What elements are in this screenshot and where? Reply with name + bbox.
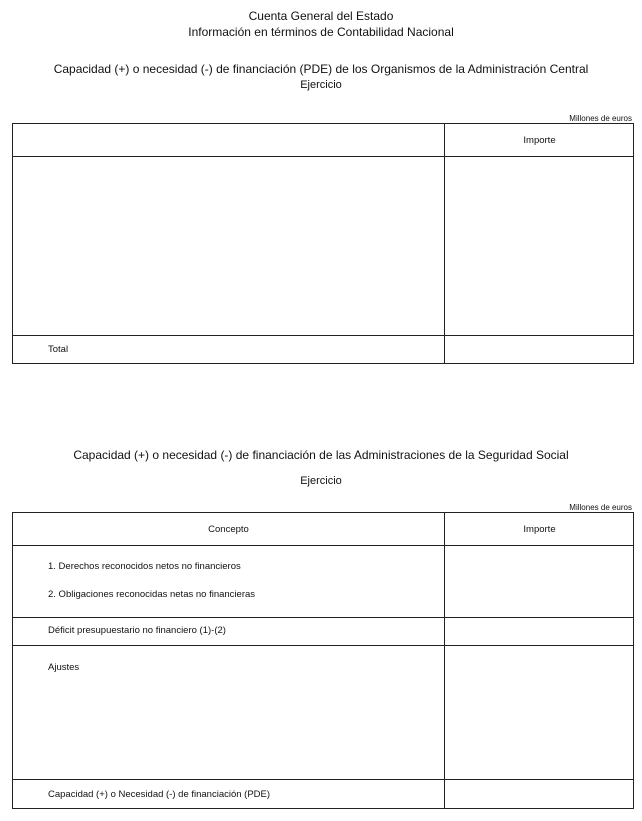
section1-column-divider <box>444 124 445 363</box>
section1-title: Capacidad (+) o necesidad (-) de financiación (PDE) de los Organismos de la Administración Central <box>53 62 589 76</box>
section2-header-divider <box>13 545 633 546</box>
section2-units: Millones de euros <box>569 503 632 512</box>
section1-total-label: Total <box>48 344 69 355</box>
section2-ejercicio: Ejercicio <box>300 475 342 487</box>
section1-header-divider <box>13 156 633 157</box>
section2-row-obligaciones: 2. Obligaciones reconocidas netas no financieras <box>48 589 256 600</box>
section2-table <box>12 512 634 809</box>
section1-table <box>12 123 634 364</box>
document-subtitle: Información en términos de Contabilidad Nacional <box>188 25 454 39</box>
section2-deficit-divider-top <box>13 617 633 618</box>
section1-total-divider <box>13 335 633 336</box>
section2-deficit-divider-bottom <box>13 645 633 646</box>
section2-concepto-header: Concepto <box>208 524 249 535</box>
document-title: Cuenta General del Estado <box>248 9 394 23</box>
section2-capacidad-divider <box>13 779 633 780</box>
section2-importe-header: Importe <box>523 524 556 535</box>
section2-row-derechos: 1. Derechos reconocidos netos no financieros <box>48 561 241 572</box>
section1-ejercicio: Ejercicio <box>300 79 342 91</box>
section2-row-capacidad: Capacidad (+) o Necesidad (-) de financiación (PDE) <box>48 789 271 800</box>
section1-importe-header: Importe <box>523 135 556 146</box>
section1-units: Millones de euros <box>569 114 632 123</box>
section2-column-divider <box>444 513 445 808</box>
section2-row-ajustes: Ajustes <box>48 662 80 673</box>
section2-title: Capacidad (+) o necesidad (-) de financiación de las Administraciones de la Seguridad Social <box>73 448 569 462</box>
section2-row-deficit: Déficit presupuestario no financiero (1)-(2) <box>48 625 226 636</box>
